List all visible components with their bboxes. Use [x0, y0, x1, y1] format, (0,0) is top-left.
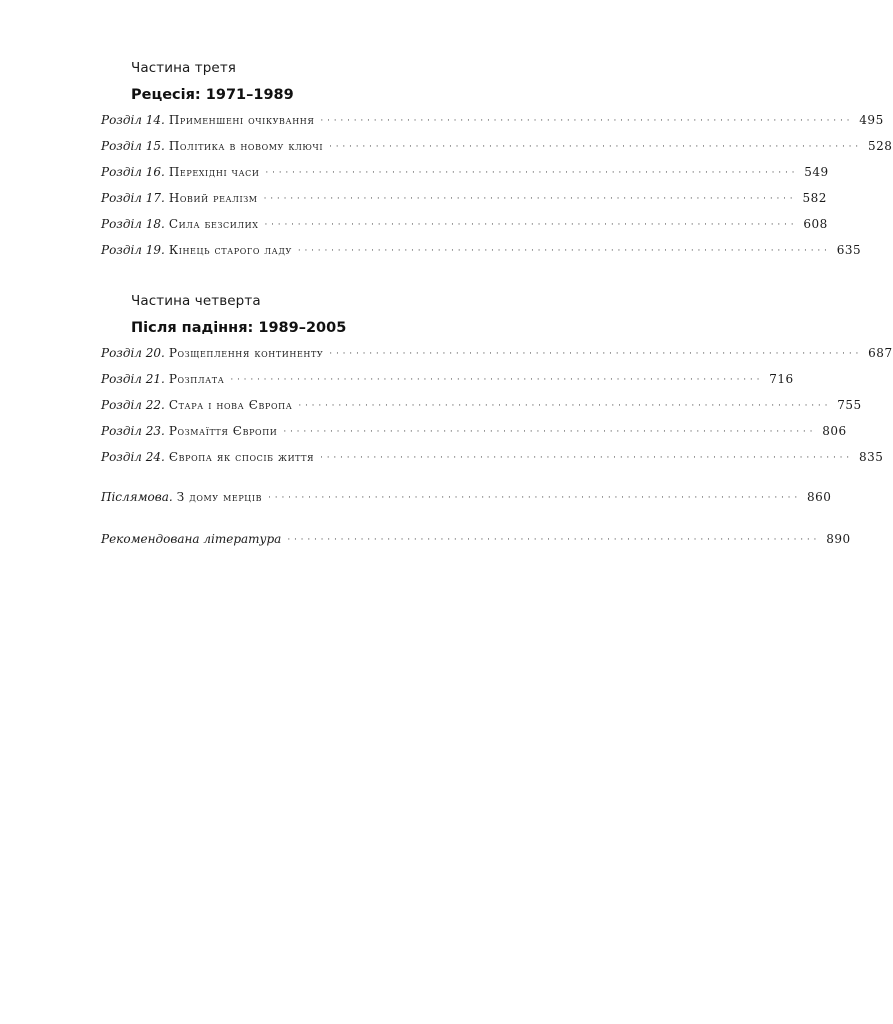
dot-leader: ················································································ — [283, 427, 817, 437]
page-number: 890 — [826, 532, 851, 546]
page-number: 835 — [858, 450, 884, 464]
toc-entry-chapter-18[interactable] — [101, 217, 828, 235]
dot-leader: ················································································ — [298, 401, 832, 411]
chapter-label: Розділ 22. — [101, 398, 165, 412]
dot-leader: ················································································ — [268, 493, 801, 503]
chapter-label: Розділ 24. — [101, 450, 165, 464]
dot-leader: ················································································ — [329, 142, 862, 152]
part-three-label: Частина третя — [131, 60, 237, 76]
page-number: 608 — [803, 217, 828, 231]
toc-entry-chapter-20[interactable] — [101, 346, 893, 364]
chapter-title: Перехідні часи — [168, 165, 260, 179]
page-number: 528 — [867, 139, 893, 153]
page-number: 716 — [769, 372, 794, 386]
chapter-label: Розділ 15. — [101, 139, 165, 153]
chapter-title: Стара і нова Європа — [168, 398, 293, 412]
chapter-label: Розділ 17. — [101, 191, 165, 205]
part-four-label: Частина четверта — [131, 293, 261, 309]
dot-leader: ················································································ — [263, 194, 797, 204]
toc-entry-chapter-23[interactable] — [101, 424, 847, 442]
dot-leader: ················································································ — [297, 246, 831, 256]
page-number: 806 — [822, 424, 847, 438]
chapter-title: Політика в новому ключі — [168, 139, 324, 153]
toc-entry-chapter-17[interactable] — [101, 191, 827, 209]
chapter-label: Розділ 19. — [101, 243, 165, 257]
page-number: 582 — [802, 191, 827, 205]
chapter-title: Новий реалізм — [168, 191, 258, 205]
dot-leader: ················································································ — [320, 453, 853, 463]
toc-entry-chapter-19[interactable] — [101, 243, 862, 261]
chapter-label: Розділ 23. — [101, 424, 165, 438]
page-number: 860 — [807, 490, 832, 504]
dot-leader: ················································································ — [264, 220, 798, 230]
chapter-title: Кінець старого ладу — [168, 243, 292, 257]
chapter-title: Європа як спосіб життя — [168, 450, 315, 464]
part-three-title: Рецесія: 1971–1989 — [131, 87, 294, 103]
toc-entry-chapter-24[interactable] — [101, 450, 884, 468]
dot-leader: ················································································ — [230, 375, 764, 385]
toc-entry-chapter-21[interactable] — [101, 372, 794, 390]
dot-leader: ················································································ — [265, 168, 799, 178]
chapter-title: Розщеплення континенту — [168, 346, 324, 360]
chapter-title: Сила безсилих — [168, 217, 259, 231]
afterword-title: З дому мерців — [176, 490, 263, 504]
chapter-label: Розділ 18. — [101, 217, 165, 231]
page-number: 755 — [837, 398, 862, 412]
dot-leader: ················································································ — [329, 349, 863, 359]
toc-entry-afterword[interactable] — [101, 490, 832, 508]
references-title: Рекомендована література — [101, 532, 282, 546]
chapter-title: Розмаїття Європи — [168, 424, 278, 438]
toc-entry-chapter-14[interactable] — [101, 113, 884, 131]
dot-leader: ················································································ — [287, 535, 821, 545]
part-four-title: Після падіння: 1989–2005 — [131, 320, 347, 336]
toc-entry-chapter-22[interactable] — [101, 398, 862, 416]
chapter-label: Розділ 16. — [101, 165, 165, 179]
toc-entry-chapter-15[interactable] — [101, 139, 893, 157]
chapter-label: Розділ 14. — [101, 113, 165, 127]
chapter-label: Розділ 20. — [101, 346, 165, 360]
page-number: 687 — [868, 346, 893, 360]
toc-entry-recommended-literature[interactable] — [101, 532, 851, 550]
page-number: 635 — [836, 243, 862, 257]
toc-entry-chapter-16[interactable] — [101, 165, 829, 183]
page-number: 495 — [859, 113, 884, 127]
chapter-label: Розділ 21. — [101, 372, 165, 386]
page-number: 549 — [804, 165, 829, 179]
afterword-label: Післямова. — [101, 490, 173, 504]
chapter-title: Применшені очікування — [168, 113, 315, 127]
dot-leader: ················································································ — [320, 116, 854, 126]
chapter-title: Розплата — [168, 372, 225, 386]
